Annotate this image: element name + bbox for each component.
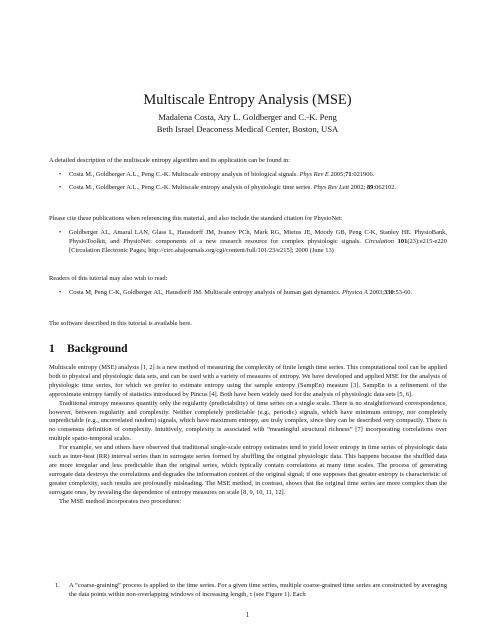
reference-item: • Costa M., Goldberger A.L., Peng C.-K. Multiscale entropy analysis of biological signals. Phys Rev E 2005;71:021906. [59, 171, 375, 178]
authors-line: Madalena Costa, Ary L. Goldberger and C.-K. Peng [158, 112, 337, 122]
bullet-icon: • [59, 229, 62, 236]
intro-paragraph: A detailed description of the multiscale entropy algorithm and its application can be found in: [49, 157, 290, 164]
also-read-note: Readers of this tutorial may also wish to read: [49, 275, 168, 282]
citation-note: Please cite these publications when referencing this material, and also include the standard citation for PhysioNet: [49, 215, 343, 222]
step-text: A “coarse-graining” process is applied to the time series. For a given time series, multiple coarse-grained time series are constructed by averaging the data points within non-overlapping windows of increasing length, τ (see Figure 1). Each [69, 582, 447, 598]
section-number: 1 [49, 343, 55, 355]
physionet-reference [49, 229, 447, 260]
page-number: 1 [245, 612, 250, 619]
gait-reference [49, 289, 447, 302]
section-title: Background [67, 343, 128, 355]
affiliation-line: Beth Israel Deaconess Medical Center, Boston, USA [156, 124, 339, 134]
primary-references [49, 171, 447, 197]
background-paragraph: Traditional entropy measures quantify only the regularity (predictability) of time series on a single scale. There is no straightforward correspondence, however, between regularity and complexity. Neither completely predictable (e.g., periodic) signals, which have minimum entropy, nor completely unpredictable (e.g., uncorrelated random) signals, which have maximum entropy, are truly complex, since they can be described very compactly. There is no consensus definition of complexity. Intuitively, complexity is associated with “meaningful structural richness” [7] incorporating correlations over multiple spatio-temporal scales. [49, 399, 447, 443]
paper-title: Multiscale Entropy Analysis (MSE) [143, 92, 352, 108]
section-heading [49, 343, 128, 355]
procedure-list [49, 582, 447, 604]
background-paragraph: The MSE method incorporates two procedures: [59, 497, 182, 505]
bullet-icon: • [59, 171, 62, 178]
bullet-icon: • [59, 183, 62, 191]
background-paragraph: Multiscale entropy (MSE) analysis [1, 2] is a new method of measuring the complexity of finite length time series. This computational tool can be applied both to physical and physiologic data sets, and can be used with a variety of measures of entropy. We have developed and applied MSE for the analysis of physiologic time series, for which we prefer to estimate entropy using the sample entropy (SampEn) measure [3]. SampEn is a refinement of the approximate entropy family of statistics introduced by Pincus [4]. Both have been widely used for the analysis of physiologic data sets [5, 6]. [49, 364, 447, 398]
bullet-icon: • [59, 289, 62, 296]
step-number: 1. [55, 582, 60, 589]
author-block [0, 111, 495, 135]
software-note: The software described in this tutorial is available here. [49, 320, 192, 327]
background-section [49, 364, 447, 507]
reference-item: • Costa M, Peng C-K, Goldberger AL, Hausdorff JM. Multiscale entropy analysis of human gait dynamics. Physica A 2003;330:53-60. [59, 289, 413, 296]
background-paragraph: For example, we and others have observed that traditional single-scale entropy estimates tend to yield lower entropy in time series of physiologic data such as inter-beat (RR) interval series than in surrogate series formed by shuffling the original physiologic data. This happens because the shuffled data are more irregular and less predictable than the original series, which typically contain correlations at many time scales. The process of generating surrogate data destroys the correlations and degrades the information content of the original signal; if one supposes that greater entropy is characteristic of greater complexity, such results are profoundly misleading. The MSE method, in contrast, shows that the original time series are more complex than the surrogate ones, by revealing the dependence of entropy measures on scale [8, 9, 10, 11, 12]. [49, 444, 447, 496]
reference-item: • Costa M., Goldberger A.L., Peng C.-K. Multiscale entropy analysis of physiologic time series. Phys Rev Lett 2002; 89:062102. [59, 183, 397, 191]
reference-item: • Goldberger AL, Amaral LAN, Glass L, Hausdorff JM, Ivanov PCh, Mark RG, Mietus JE, Moody GB, Peng C-K, Stanley HE. PhysioBank, PhysioToolkit, and PhysioNet: components of a new research resource for complex physiologic signals. Circulation 101(23):e215-e220 [Circulation Electronic Pages; http://circ.ahajournals.org/cgi/content/full/101/23/e215]; 2000 (June 13) [59, 229, 447, 254]
procedure-step [49, 582, 447, 600]
